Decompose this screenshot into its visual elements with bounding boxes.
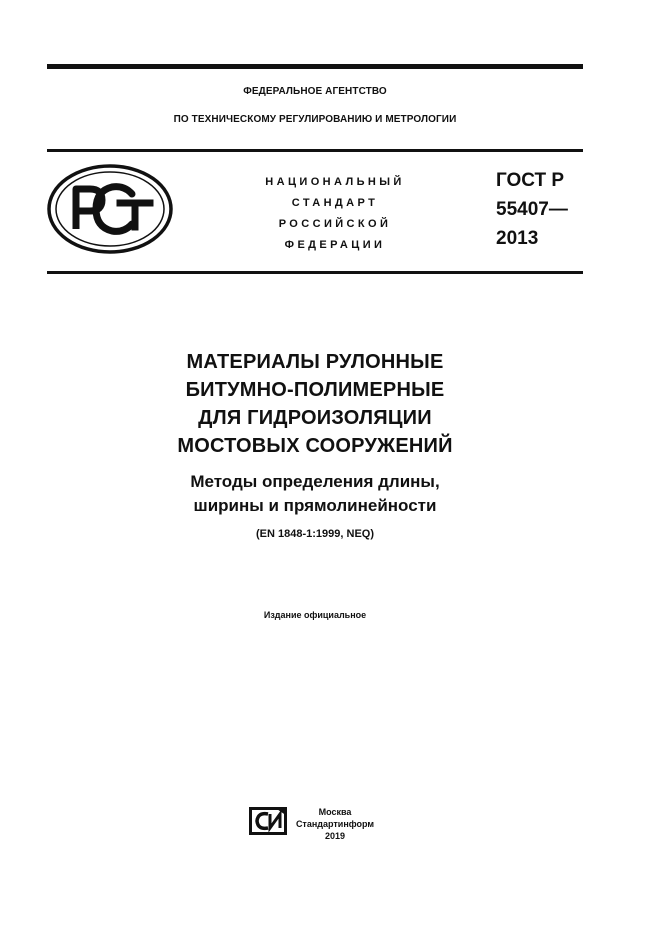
title-line-1: МАТЕРИАЛЫ РУЛОННЫЕ — [186, 351, 444, 373]
top-rule — [47, 64, 583, 69]
publisher-block — [290, 806, 380, 842]
title-line-4: МОСТОВЫХ СООРУЖЕНИЙ — [177, 435, 453, 457]
document-subtitle — [47, 470, 583, 518]
publisher-city: Москва — [318, 807, 352, 817]
en-reference: (EN 1848-1:1999, NEQ) — [256, 528, 374, 540]
title-line-2: БИТУМНО-ПОЛИМЕРНЫЕ — [185, 379, 445, 401]
standard-type-line-1: НАЦИОНАЛЬНЫЙ — [265, 176, 405, 188]
subtitle-line-2: ширины и прямолинейности — [193, 496, 437, 515]
standard-type-line-2: СТАНДАРТ — [291, 197, 379, 209]
document-title — [47, 348, 583, 460]
publisher-year: 2019 — [324, 831, 346, 841]
rst-logo-icon — [46, 163, 174, 255]
standard-type-line-4: ФЕДЕРАЦИИ — [284, 239, 386, 251]
standard-designation — [496, 166, 568, 253]
standard-type-block — [240, 172, 430, 256]
middle-rule — [47, 149, 583, 152]
title-line-3: ДЛЯ ГИДРОИЗОЛЯЦИИ — [198, 407, 432, 429]
lower-rule — [47, 271, 583, 274]
designation-line-3: 2013 — [496, 228, 539, 249]
standard-type-line-3: РОССИЙСКОЙ — [278, 218, 392, 230]
agency-line-2: ПО ТЕХНИЧЕСКОМУ РЕГУЛИРОВАНИЮ И МЕТРОЛОГИИ — [173, 114, 457, 125]
publisher-name: Стандартинформ — [295, 819, 375, 829]
edition-note: Издание официальное — [263, 610, 367, 620]
designation-line-2: 55407— — [496, 199, 568, 220]
standartinform-logo-icon — [248, 806, 288, 836]
agency-line-1: ФЕДЕРАЛЬНОЕ АГЕНТСТВО — [243, 86, 387, 97]
subtitle-line-1: Методы определения длины, — [190, 472, 440, 491]
designation-line-1: ГОСТ Р — [496, 170, 565, 191]
